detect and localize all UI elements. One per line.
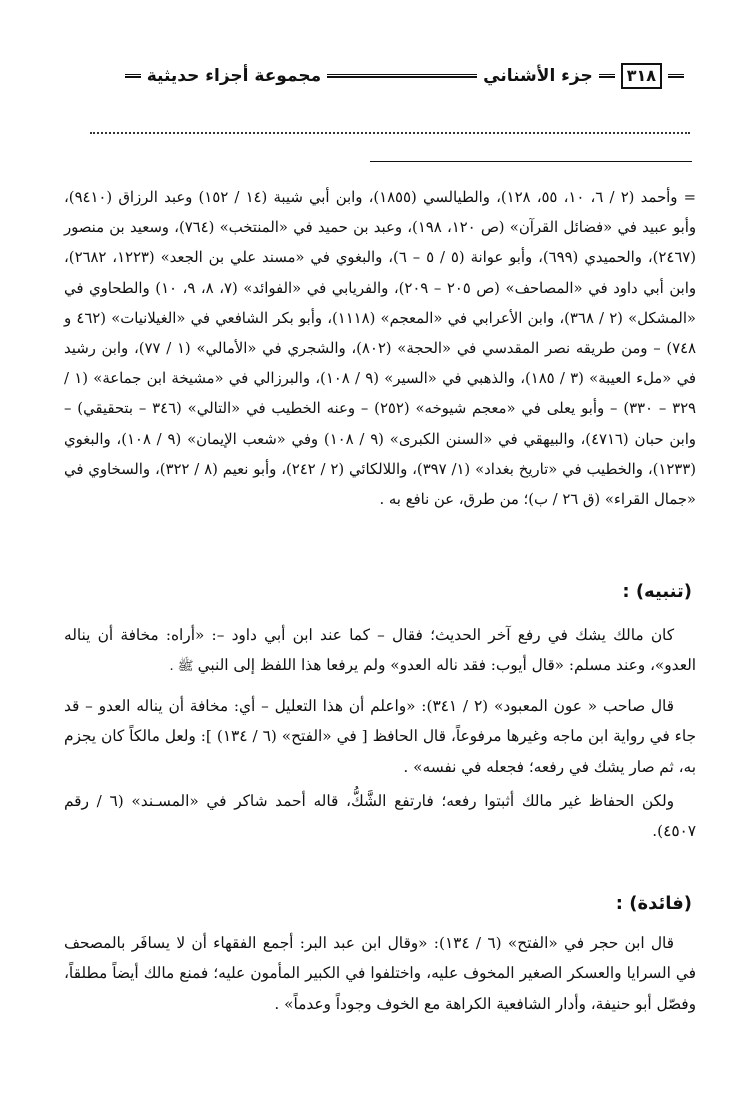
tanbih-heading: (تنبيه) :: [622, 581, 692, 602]
footnote-separator: [370, 161, 692, 162]
tanbih-paragraph-3: ولكن الحفاظ غير مالك أثبتوا رفعه؛ فارتفع الشَّكُّ، قاله أحمد شاكر في «المسـند» (٦ / رقم ٤٥٠٧).: [64, 792, 696, 841]
series-title: مجموعة أجزاء حديثية: [146, 66, 322, 86]
page-header: [60, 62, 690, 90]
tanbih-paragraph-1-text: كان مالك يشك في رفع آخر الحديث؛ فقال – كما عند ابن أبي داود –: «أراه: مخافة أن يناله العدو»، وعند مسلم: «قال أيوب: فقد ناله العدو» ولم يرفعا هذا اللفظ إلى النبي: [64, 626, 696, 675]
footnote-block: [64, 183, 696, 515]
faida-paragraph-1: قال ابن حجر في «الفتح» (٦ / ١٣٤): «وقال ابن عبد البر: أجمع الفقهاء أن لا يسافَر بالمصحف في السرايا والعسكر الصغير المخوف عليه، واختلفوا في الكبير المأمون عليه؛ فمنع مالك أيضاً مطلقاً، وفصّل أبو حنيفة، وأدار الشافعية الكراهة مع الخوف وجوداً وعدماً» .: [64, 934, 696, 1013]
tanbih-paragraph-2: قال صاحب « عون المعبود» (٢ / ٣٤١): «واعلم أن هذا التعليل – أي: مخافة أن يناله العدو – قد جاء في رواية ابن ماجه وغيرها مرفوعاً، قال الحافظ [ في «الفتح» (٦ / ١٣٤) ]: ولعل مالكاً كان يجزم به، ثم صار يشك في رفعه؛ فجعله في نفسه» .: [64, 696, 696, 776]
header-rule-left: [125, 74, 141, 78]
footnote-text: = وأحمد (٢ / ٦، ١٠، ٥٥، ١٢٨)، والطيالسي (١٨٥٥)، وابن أبي شيبة (١٤ / ١٥٢) وعبد الرزاق (٩٤١٠)، وأبو عبيد في «فضائل القرآن» (ص ١٢٠، ١٩٨)، وعبد بن حميد في «المنتخب» (٧٦٤)، وسعيد بن منصور (٢٤٦٧)، والحميدي (٦٩٩)، وأبو عوانة (٥ / ٥ – ٦)، والبغوي في «مسند علي بن الجعد» (١٢٢٣، ٢٦٨٢)، وابن أبي داود في «المصاحف» (ص ٢٠٥ – ٢٠٩)، والفريابي في «الفوائد» (٧، ٨، ٩، ١٠) والطحاوي في «المشكل» (٢ / ٣٦٨)، وابن الأعرابي في «المعجم» (١١١٨)، وأبو بكر الشافعي في «الغيلانيات» (٤٦٢ و ٧٤٨) – ومن طريقه نصر المقدسي في «الحجة» (٨٠٢)، والشجري في «الأمالي» (١ / ٧٧)، وابن رشيد في «ملء العيبة» (٣ / ١٨٥)، والذهبي في «السير» (٩ / ١٠٨)، والبرزالي في «مشيخة ابن جماعة» (١ / ٣٢٩ – ٣٣٠) – وأبو يعلى في «معجم شيوخه» (٢٥٢) – وعنه الخطيب في «التالي» (٣٤٦ – بتحقيقي) – وابن حبان (٤٧١٦)، والبيهقي في «السنن الكبرى» (٩ / ١٠٨) وفي «شعب الإيمان» (٩ / ١٠٨)، والبغوي (١٢٣٣)، والخطيب في «تاريخ بغداد» (١/ ٣٩٧)، واللالكائي (٢ / ٢٤٢)، وأبو نعيم (٨ / ٣٢٢)، والسخاوي في «جمال القراء» (ق ٢٦ / ب)؛ من طرق، عن نافع به .: [64, 189, 697, 509]
header-rule-small: [599, 74, 615, 78]
tanbih-paragraph-1: [64, 620, 696, 683]
tanbih-block: [64, 620, 696, 847]
faida-heading: (فائدة) :: [615, 893, 692, 914]
honorific-glyph: ﷺ .: [169, 659, 198, 675]
header-rule-middle: [327, 74, 477, 78]
faida-block: [64, 928, 696, 1019]
header-rule-right: [668, 74, 684, 78]
dotted-separator: [90, 120, 690, 134]
page-number: ٣١٨: [621, 63, 662, 89]
book-part-title: جزء الأشناني: [483, 66, 593, 86]
